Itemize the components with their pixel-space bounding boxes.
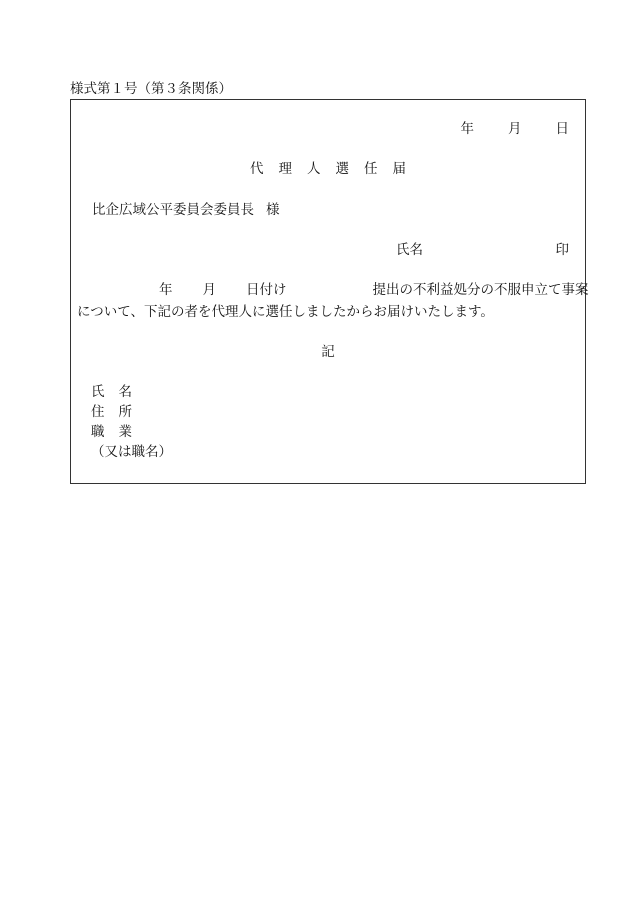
- document-title: 代理人選任届: [250, 161, 421, 177]
- item-address-char-1: 住: [91, 404, 105, 420]
- date-year: 年: [460, 121, 474, 137]
- body-year: 年: [159, 282, 173, 298]
- date-line: [461, 123, 570, 137]
- form-number: 様式第１号（第３条関係）: [70, 81, 232, 97]
- item-occupation-char-1: 職: [91, 424, 105, 440]
- ki-heading: 記: [321, 344, 335, 360]
- body-month: 月: [202, 282, 216, 298]
- seal-mark: 印: [555, 242, 569, 258]
- addressee-honorific: 様: [266, 202, 280, 218]
- item-address: [91, 406, 132, 420]
- date-month: 月: [508, 121, 522, 137]
- body-line-1: [159, 284, 589, 298]
- item-name-char-2: 名: [118, 384, 132, 400]
- form-frame: [70, 99, 589, 484]
- signature-name-label: 氏名: [396, 242, 423, 258]
- item-occupation: [91, 426, 132, 440]
- body-dated: 日付け: [246, 282, 287, 298]
- addressee: [92, 204, 280, 218]
- item-name: [91, 386, 132, 400]
- body-line-1-tail: 提出の不利益処分の不服申立て事案: [372, 282, 589, 298]
- item-address-char-2: 所: [118, 404, 132, 420]
- addressee-name: 比企広域公平委員会委員長: [92, 202, 254, 218]
- item-title-note: （又は職名）: [91, 444, 172, 460]
- body-line-2: について、下記の者を代理人に選任しましたからお届けいたします。: [77, 304, 494, 320]
- item-occupation-char-2: 業: [118, 424, 132, 440]
- item-name-char-1: 氏: [91, 384, 105, 400]
- date-day: 日: [555, 121, 569, 137]
